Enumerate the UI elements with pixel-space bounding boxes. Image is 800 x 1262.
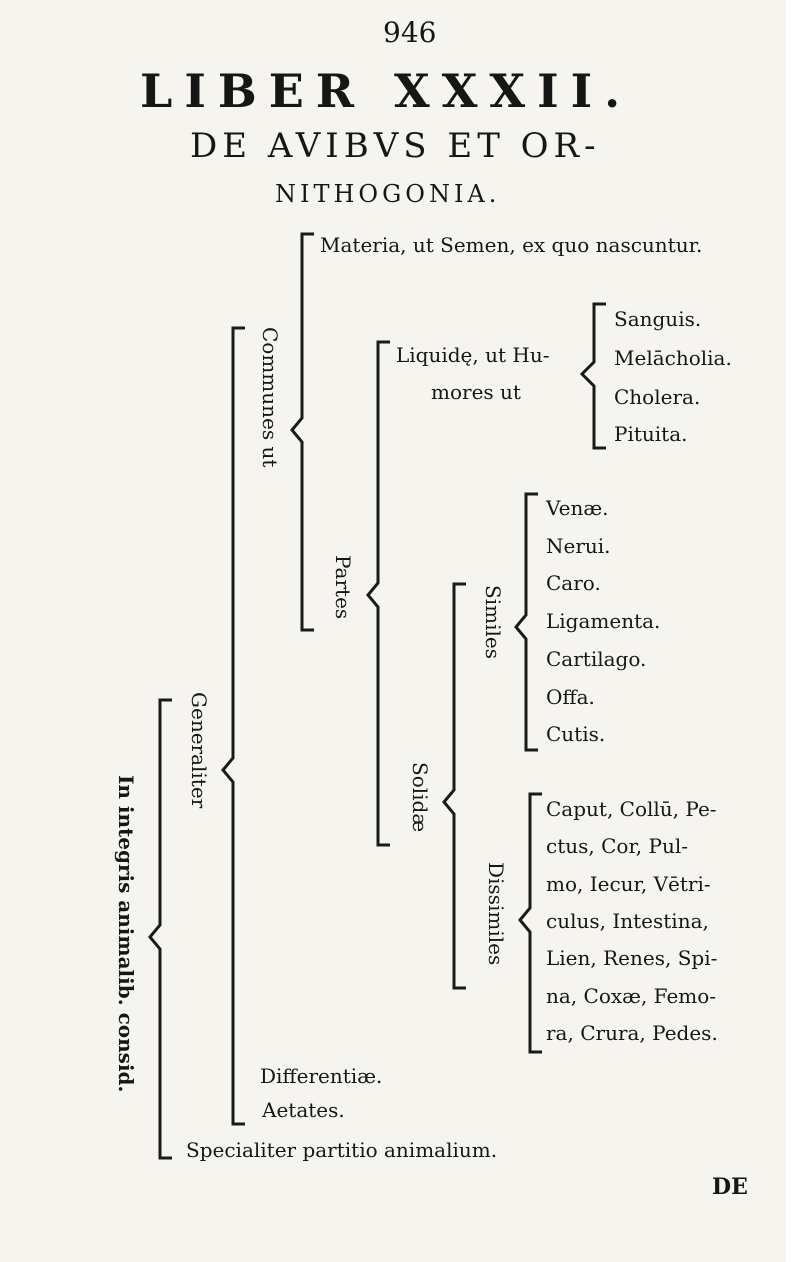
humor-item: Sanguis. [614,307,702,331]
solidae-label: Solidæ [408,762,432,833]
dissimiles-line: na, Coxæ, Femo- [546,984,717,1008]
brace-humores [582,304,606,448]
liquidae-line-1: Liquidę, ut Hu- [396,343,550,367]
dissimiles-line: mo, Iecur, Vētri- [546,872,711,896]
humor-item: Cholera. [614,385,701,409]
chapter-title-line-1: DE AVIBVS ET OR- [190,126,601,166]
humor-item: Pituita. [614,422,688,446]
dissimiles-line: ctus, Cor, Pul- [546,834,689,858]
brace-dissimiles [520,794,542,1052]
dissimiles-line: Lien, Renes, Spi- [546,946,718,970]
page-number: 946 [383,16,437,49]
similes-label: Similes [481,585,505,659]
generaliter-label: Generaliter [187,692,211,809]
dissimiles-label: Dissimiles [484,862,508,966]
similes-item: Cartilago. [546,647,647,671]
brace-solidae [444,584,466,988]
similes-item: Ligamenta. [546,609,661,633]
dissimiles-line: Caput, Collū, Pe- [546,797,717,821]
similes-item: Venæ. [546,496,609,520]
partes-label: Partes [331,555,355,620]
brace-communes [292,234,314,630]
specialiter-entry: Specialiter partitio animalium. [186,1138,498,1162]
differentiae-entry: Differentiæ. [260,1064,383,1088]
liquidae-line-2: mores ut [431,380,521,404]
brace-root [150,700,172,1158]
brace-partes [368,342,390,845]
aetates-entry: Aetates. [262,1098,345,1122]
similes-item: Nerui. [546,534,611,558]
root-label: In integris animalib. consid. [114,775,138,1093]
brace-generaliter [223,328,245,1124]
similes-item: Cutis. [546,722,606,746]
materia-entry: Materia, ut Semen, ex quo nascuntur. [320,233,703,257]
catchword: DE [712,1174,748,1200]
similes-item: Offa. [546,685,595,709]
chapter-title-line-2: NITHOGONIA. [275,180,501,208]
communes-label: Communes ut [258,327,282,468]
book-title: LIBER XXXII. [140,64,633,118]
humor-item: Melācholia. [614,346,732,370]
dissimiles-line: culus, Intestina, [546,909,709,933]
brace-similes [516,494,538,750]
dissimiles-line: ra, Crura, Pedes. [546,1021,718,1045]
similes-item: Caro. [546,571,601,595]
